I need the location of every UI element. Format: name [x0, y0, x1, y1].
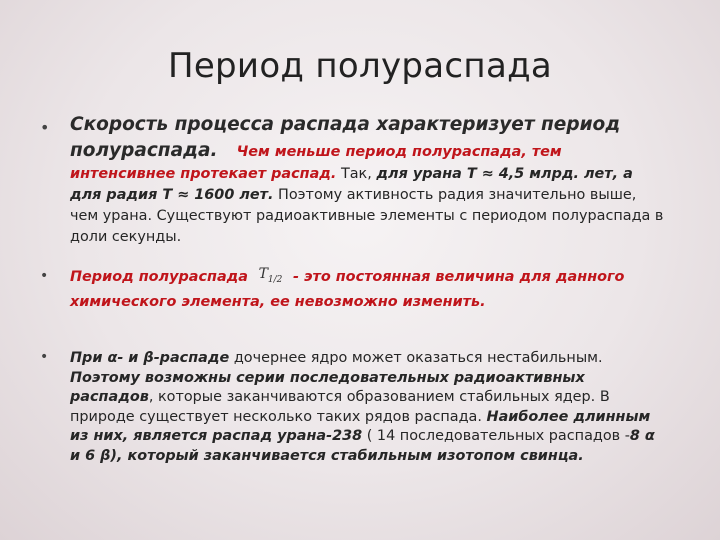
- bullet-dot: •: [40, 118, 50, 137]
- bullet-dot: •: [40, 268, 49, 284]
- decay-series-text: Поэтому возможны серии последовательных радиоактивных распадов: [70, 369, 585, 405]
- uranium-238-text: Наиболее длинным из них, является распад урана-238: [70, 408, 651, 444]
- bullet-half-life-rate: [40, 112, 665, 248]
- red-emphasis-text: - это постоянная величина для данного химического элемента, ее невозможно изменить.: [70, 269, 625, 311]
- body-text: Так,: [340, 166, 372, 182]
- body-text: Поэтому активность радия значительно выше, чем урана. Существуют радиоактивные элементы с периодом полураспада в доли секунды.: [70, 187, 664, 245]
- uranium-radium-text: для урана Т ≈ 4,5 млрд. лет, а для радия Т ≈ 1600 лет.: [70, 166, 633, 203]
- half-life-symbol: $T_{1/2}$: [258, 266, 283, 285]
- lead-isotope-text: ), который заканчивается стабильным изотопом свинца.: [110, 447, 584, 464]
- slide-title: Период полураспада: [167, 46, 553, 86]
- bullet-half-life-constant: [40, 268, 665, 313]
- bullet-dot: •: [40, 349, 49, 365]
- red-emphasis-text: Чем меньше период полураспада, тем интенсивнее протекает распад.: [70, 144, 562, 182]
- bullet-lead-text: Скорость процесса распада характеризует период полураспада.: [70, 114, 621, 161]
- alpha-beta-text: При α- и β-распаде: [70, 350, 230, 366]
- bullet-decay-series: [40, 349, 665, 466]
- red-emphasis-text: Период полураспада: [70, 269, 248, 285]
- alpha-beta-count: 8 α и 6 β: [70, 428, 655, 464]
- body-text: ( 14 последовательных распадов -: [366, 428, 630, 444]
- body-text: дочернее ядро может оказаться нестабильным.: [233, 350, 603, 366]
- body-text: , которые заканчиваются образованием стабильных ядер. В природе существует несколько таких рядов распада.: [70, 389, 610, 425]
